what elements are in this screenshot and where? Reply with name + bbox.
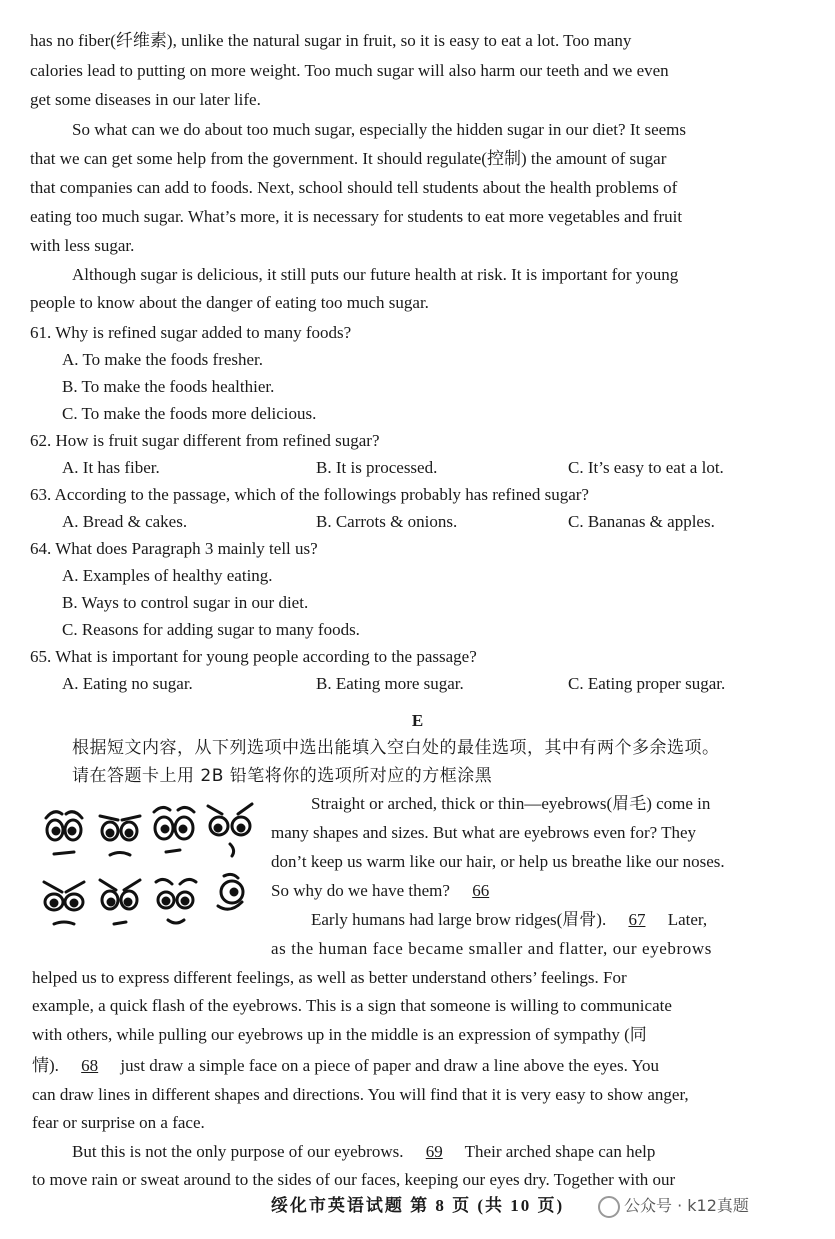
text-line: that companies can add to foods. Next, school should tell students about the health problems of (30, 178, 678, 197)
text-line (72, 1142, 655, 1162)
option-63-c: C. Bananas & apples. (568, 512, 715, 531)
option-62-b: B. It is processed. (316, 458, 438, 477)
page-footer: 绥化市英语试题 第 8 页 (共 10 页) (270, 1196, 565, 1215)
text-line: Although sugar is delicious, it still puts our future health at risk. It is important for young (72, 265, 679, 284)
option-64-c: C. Reasons for adding sugar to many foods. (62, 620, 360, 639)
option-64-b: B. Ways to control sugar in our diet. (62, 593, 309, 612)
option-65-a: A. Eating no sugar. (62, 674, 193, 693)
question-stem-61: 61. Why is refined sugar added to many foods? (30, 323, 352, 342)
text-line-part: 情). (32, 1056, 59, 1075)
eyebrow-faces-illustration (40, 800, 262, 935)
text-line: with others, while pulling our eyebrows up in the middle is an expression of sympathy (同 (32, 1025, 647, 1044)
blank-66: 66 (472, 881, 490, 900)
text-line-part: Later, (667, 910, 708, 929)
text-line: that we can get some help from the government. It should regulate(控制) the amount of sugar (30, 149, 667, 168)
blank-68: 68 (81, 1056, 99, 1075)
option-62-c: C. It’s easy to eat a lot. (568, 458, 724, 477)
blank-67: 67 (628, 910, 646, 929)
watermark-text: 公众号 · k12真题 (624, 1196, 749, 1215)
text-line: fear or surprise on a face. (32, 1113, 205, 1132)
option-65-b: B. Eating more sugar. (316, 674, 464, 693)
question-stem-63: 63. According to the passage, which of the followings probably has refined sugar? (30, 485, 589, 504)
text-line-part: Their arched shape can help (464, 1142, 656, 1161)
text-line: don’t keep us warm like our hair, or help us breathe like our noses. (271, 852, 725, 871)
text-line: So what can we do about too much sugar, especially the hidden sugar in our diet? It seems (72, 120, 686, 139)
text-line-part: Early humans had large brow ridges(眉骨). (311, 910, 607, 929)
text-line: many shapes and sizes. But what are eyebrows even for? They (271, 823, 697, 842)
text-line-part: just draw a simple face on a piece of paper and draw a line above the eyes. You (120, 1056, 660, 1075)
question-stem-65: 65. What is important for young people according to the passage? (30, 647, 477, 666)
option-63-b: B. Carrots & onions. (316, 512, 458, 531)
text-line: with less sugar. (30, 236, 135, 255)
text-line: helped us to express different feelings, as well as better understand others’ feelings. For (32, 968, 627, 987)
text-line: to move rain or sweat around to the sides of our faces, keeping our eyes dry. Together with our (32, 1170, 676, 1189)
text-line-part: But this is not the only purpose of our eyebrows. (72, 1142, 404, 1161)
text-line: has no fiber(纤维素), unlike the natural sugar in fruit, so it is easy to eat a lot. Too many (30, 31, 632, 50)
text-line: can draw lines in different shapes and directions. You will find that it is very easy to show anger, (32, 1085, 689, 1104)
section-heading: E (411, 711, 424, 730)
text-line: as the human face became smaller and flatter, our eyebrows (271, 939, 712, 958)
text-line (311, 910, 707, 930)
section-instruction: 请在答题卡上用 2B 铅笔将你的选项所对应的方框涂黑 (72, 766, 493, 786)
option-64-a: A. Examples of healthy eating. (62, 566, 273, 585)
text-line: people to know about the danger of eating too much sugar. (30, 293, 429, 312)
watermark (598, 1195, 749, 1218)
text-line: eating too much sugar. What’s more, it is necessary for students to eat more vegetables and fruit (30, 207, 683, 226)
section-instruction: 根据短文内容，从下列选项中选出能填入空白处的最佳选项，其中有两个多余选项。 (72, 738, 720, 758)
option-61-a: A. To make the foods fresher. (62, 350, 264, 369)
text-line: Straight or arched, thick or thin—eyebrows(眉毛) come in (311, 794, 711, 813)
text-line: calories lead to putting on more weight. Too much sugar will also harm our teeth and we even (30, 61, 669, 80)
option-62-a: A. It has fiber. (62, 458, 160, 477)
option-61-c: C. To make the foods more delicious. (62, 404, 317, 423)
option-63-a: A. Bread & cakes. (62, 512, 188, 531)
text-line (271, 881, 507, 901)
blank-69: 69 (425, 1142, 443, 1161)
option-65-c: C. Eating proper sugar. (568, 674, 726, 693)
text-line: get some diseases in our later life. (30, 90, 261, 109)
text-line (32, 1056, 659, 1076)
wechat-icon (598, 1196, 620, 1218)
question-stem-62: 62. How is fruit sugar different from refined sugar? (30, 431, 380, 450)
option-61-b: B. To make the foods healthier. (62, 377, 275, 396)
question-stem-64: 64. What does Paragraph 3 mainly tell us? (30, 539, 318, 558)
text-line: example, a quick flash of the eyebrows. This is a sign that someone is willing to communicate (32, 996, 672, 1015)
text-line-part: So why do we have them? (271, 881, 450, 900)
